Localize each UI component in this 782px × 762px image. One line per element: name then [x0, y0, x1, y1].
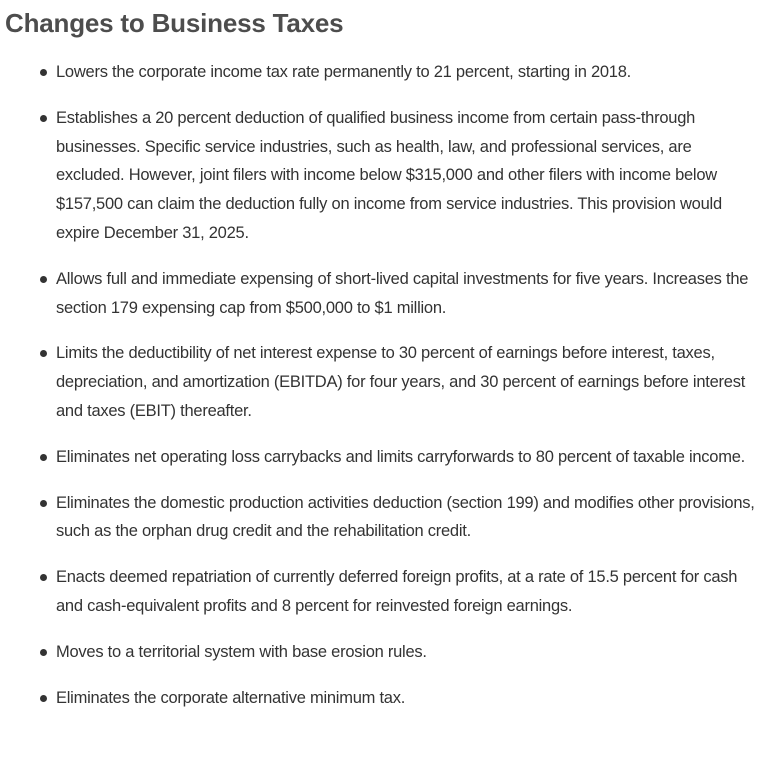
page-title: Changes to Business Taxes — [5, 8, 344, 38]
list-item — [0, 58, 782, 87]
list-item — [0, 443, 782, 472]
list-item — [0, 265, 782, 323]
list-item-text: Eliminates the domestic production activities deduction (section 199) and modifies other provisions, such as the orphan drug credit and the rehabilitation credit. — [56, 493, 755, 541]
bullet-icon — [40, 115, 47, 122]
provision-list — [0, 58, 782, 729]
list-item-text: Moves to a territorial system with base erosion rules. — [56, 642, 427, 661]
bullet-icon — [40, 69, 47, 76]
bullet-icon — [40, 695, 47, 702]
list-item — [0, 104, 782, 248]
bullet-icon — [40, 350, 47, 357]
list-item-text: Lowers the corporate income tax rate permanently to 21 percent, starting in 2018. — [56, 63, 631, 81]
bullet-icon — [40, 574, 47, 581]
list-item-text: Establishes a 20 percent deduction of qualified business income from certain pass-through businesses. Specific service industries, such as health, law, and professional services, are excluded. However, joint filers with income below $315,000 and other filers with income below $157,500 can claim the deduction fully on income from service industries. This provision would expire December 31, 2025. — [56, 108, 722, 242]
list-item — [0, 339, 782, 425]
bullet-icon — [40, 649, 47, 656]
list-item — [0, 563, 782, 621]
list-item-text: Limits the deductibility of net interest expense to 30 percent of earnings before interest, taxes, depreciation, and amortization (EBITDA) for four years, and 30 percent of earnings before interest and taxes (EBIT) thereafter. — [56, 344, 746, 420]
list-item — [0, 489, 782, 547]
list-item — [0, 684, 782, 713]
bullet-icon — [40, 500, 47, 507]
list-item-text: Allows full and immediate expensing of short-lived capital investments for five years. Increases the section 179 expensing cap from $500,000 to $1 million. — [56, 269, 749, 317]
bullet-icon — [40, 276, 47, 283]
list-item-text: Enacts deemed repatriation of currently deferred foreign profits, at a rate of 15.5 percent for cash and cash-equivalent profits and 8 percent for reinvested foreign earnings. — [56, 568, 738, 615]
list-item-text: Eliminates net operating loss carrybacks and limits carryforwards to 80 percent of taxable income. — [56, 447, 745, 466]
bullet-icon — [40, 454, 47, 461]
list-item — [0, 638, 782, 667]
list-item-text: Eliminates the corporate alternative minimum tax. — [56, 688, 406, 707]
